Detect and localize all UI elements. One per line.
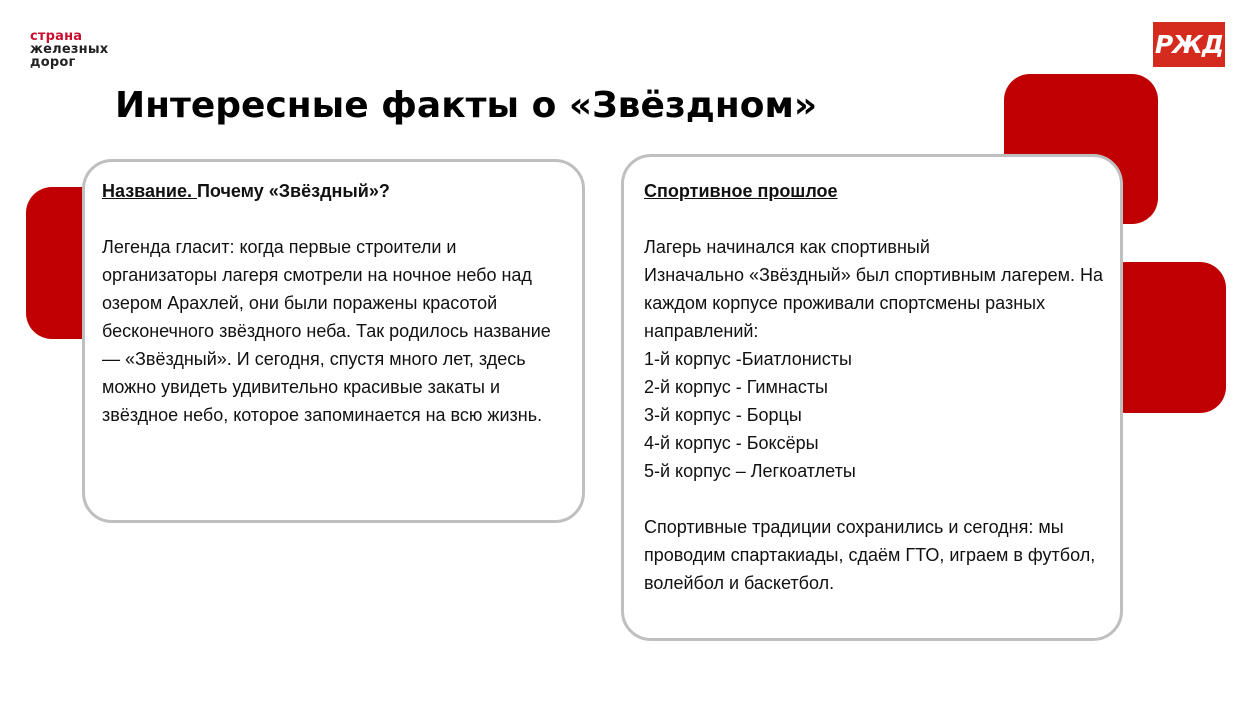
building-list (644, 345, 1104, 485)
fact-card-sport-closing: Спортивные традиции сохранились и сегодня: мы проводим спартакиады, сдаём ГТО, играем в футбол, волейбол и баскетбол. (644, 517, 1096, 593)
list-item: 2-й корпус - Гимнасты (644, 377, 828, 397)
fact-card-name (82, 159, 585, 523)
fact-card-sport-heading (644, 177, 1104, 205)
list-item: 1-й корпус -Биатлонисты (644, 349, 852, 369)
list-item: 4-й корпус - Боксёры (644, 433, 819, 453)
list-item: 5-й корпус – Легкоатлеты (644, 461, 856, 481)
brand-line-1: страна (30, 29, 83, 44)
heading-underlined: Спортивное прошлое (644, 181, 838, 201)
spacer (644, 485, 1104, 513)
fact-card-sport-intro-line2: Изначально «Звёздный» был спортивным лагерем. На каждом корпусе проживали спортсмены разных направлений: (644, 265, 1104, 341)
list-item: 3-й корпус - Борцы (644, 405, 802, 425)
rzd-logo (1153, 22, 1225, 67)
brand-line-2: железных (30, 42, 109, 57)
page-title: Интересные факты о «Звёздном» (115, 85, 818, 126)
spacer (102, 205, 566, 233)
heading-underlined: Название. (102, 181, 197, 201)
fact-card-name-body: Легенда гласит: когда первые строители и организаторы лагеря смотрели на ночное небо над озером Арахлей, они были поражены красотой бесконечного звёздного неба. Так родилось название — «Звёздный». И сегодня, спустя много лет, здесь можно увидеть удивительно красивые закаты и звёздное небо, которое запоминается на всю жизнь. (102, 237, 551, 425)
fact-card-sport (621, 154, 1123, 641)
brand-logo (30, 30, 108, 69)
brand-line-3: дорог (30, 55, 76, 70)
fact-card-name-heading (102, 177, 566, 205)
fact-card-sport-intro-line1: Лагерь начинался как спортивный (644, 237, 930, 257)
rzd-logo-text: РЖД (1154, 30, 1224, 59)
spacer (644, 205, 1104, 233)
heading-rest: Почему «Звёздный»? (196, 181, 390, 201)
